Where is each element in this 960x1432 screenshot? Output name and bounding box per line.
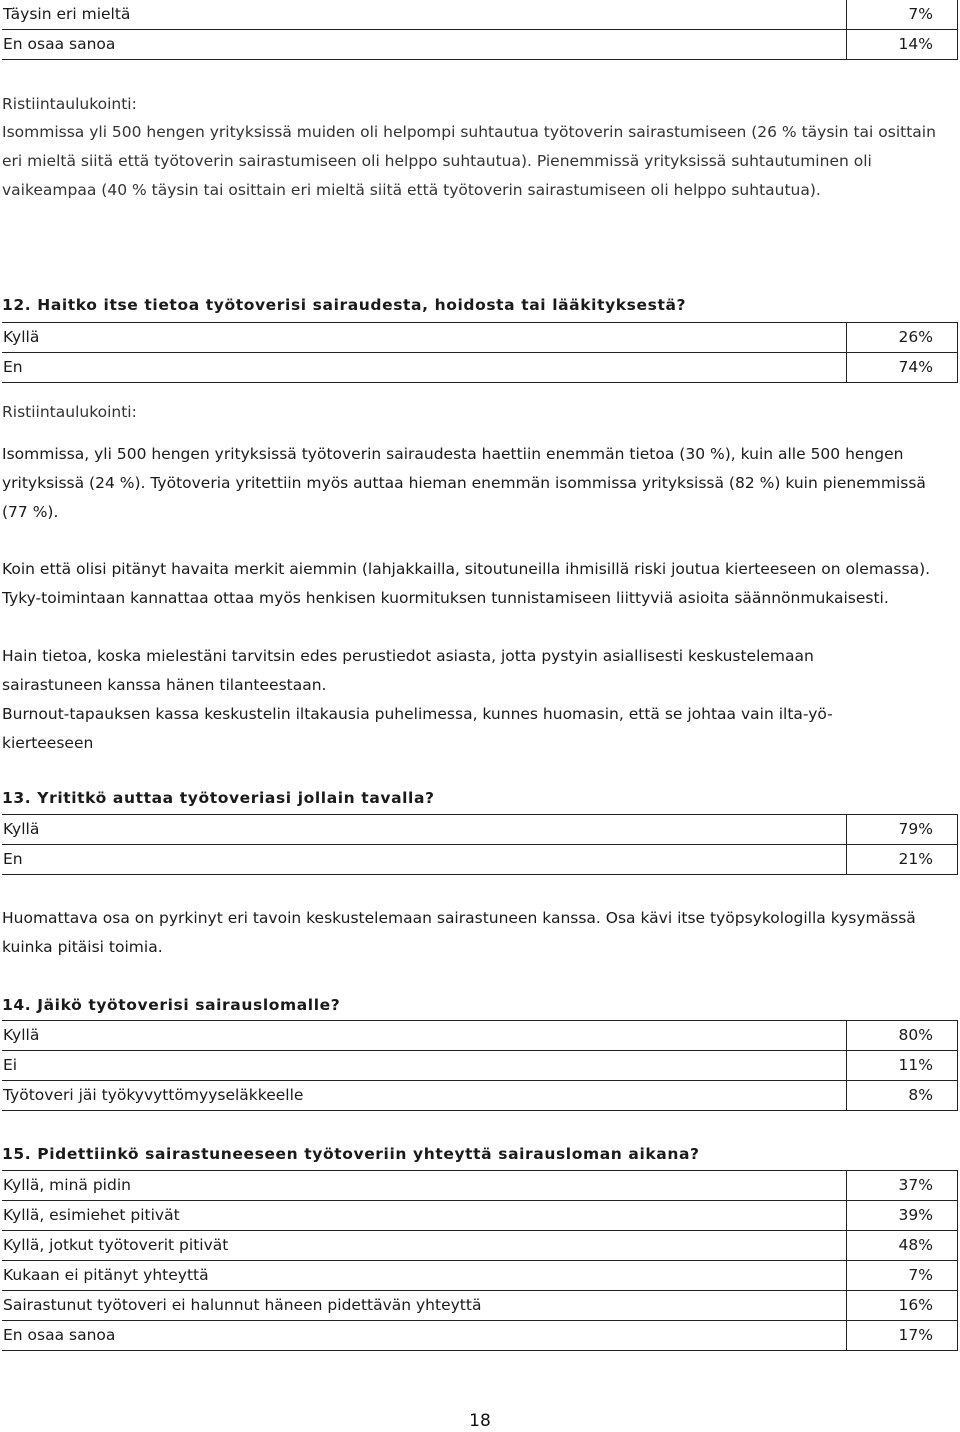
answer-label: Kyllä	[2, 815, 847, 845]
answer-percent: 48%	[847, 1231, 958, 1261]
table-row	[2, 0, 958, 30]
table-row	[2, 323, 958, 353]
table-row	[2, 1321, 958, 1351]
table-row	[2, 1291, 958, 1321]
table-row	[2, 845, 958, 875]
answer-label: Kukaan ei pitänyt yhteyttä	[2, 1261, 847, 1291]
table-row	[2, 353, 958, 383]
question-heading: 15. Pidettiinkö sairastuneeseen työtoveriin yhteyttä sairausloman aikana?	[2, 1145, 700, 1163]
table-row	[2, 1261, 958, 1291]
table-row	[2, 1051, 958, 1081]
answer-label: Työtoveri jäi työkyvyttömyyseläkkeelle	[2, 1081, 847, 1111]
table-row	[2, 1231, 958, 1261]
q14-results-table	[2, 1020, 958, 1111]
table-row	[2, 1081, 958, 1111]
answer-label: En	[2, 353, 847, 383]
question-heading: 14. Jäikö työtoverisi sairauslomalle?	[2, 996, 341, 1014]
comment-paragraph: Huomattava osa on pyrkinyt eri tavoin keskustelemaan sairastuneen kanssa. Osa kävi itse työpsykologilla kysymässä kuinka pitäisi toimia.	[2, 909, 916, 956]
answer-percent: 26%	[847, 323, 958, 353]
table-row	[2, 1021, 958, 1051]
answer-label: En	[2, 845, 847, 875]
comment-paragraph: Hain tietoa, koska mielestäni tarvitsin edes perustiedot asiasta, jotta pystyin asiallisesti keskustelemaan sairastuneen kanssa hänen tilanteestaan.	[2, 647, 814, 694]
answer-percent: 8%	[847, 1081, 958, 1111]
answer-percent: 80%	[847, 1021, 958, 1051]
answer-percent: 14%	[847, 30, 958, 60]
answer-percent: 74%	[847, 353, 958, 383]
crosstab-text: Isommissa, yli 500 hengen yrityksissä työtoverin sairaudesta haettiin enemmän tietoa (30 %), kuin alle 500 hengen yrityksissä (24 %). Työtoveria yritettiin myös auttaa hieman enemmän isommissa yrityksissä (82 %) kuin pienemmissä (77 %).	[2, 445, 926, 521]
answer-percent: 79%	[847, 815, 958, 845]
crosstab-text: Isommissa yli 500 hengen yrityksissä muiden oli helpompi suhtautua työtoverin sairastumiseen (26 % täysin tai osittain eri mieltä siitä että työtoverin sairastumiseen oli helppo suhtautua). Pienemmissä yrityksissä suhtautuminen oli vaikeampaa (40 % täysin tai osittain eri mieltä siitä että työtoverin sairastumiseen oli helppo suhtautua).	[2, 123, 936, 199]
q13-results-table	[2, 814, 958, 875]
table-row	[2, 1201, 958, 1231]
page-number: 18	[469, 1411, 491, 1431]
answer-label: Kyllä, esimiehet pitivät	[2, 1201, 847, 1231]
answer-label: Ei	[2, 1051, 847, 1081]
answer-percent: 7%	[847, 1261, 958, 1291]
comment-paragraph: Burnout-tapauksen kassa keskustelin iltakausia puhelimessa, kunnes huomasin, että se johtaa vain ilta-yö-kierteeseen	[2, 705, 833, 752]
answer-label: En osaa sanoa	[2, 1321, 847, 1351]
table-row	[2, 30, 958, 60]
answer-label: Kyllä, jotkut työtoverit pitivät	[2, 1231, 847, 1261]
answer-label: Kyllä	[2, 1021, 847, 1051]
answer-percent: 37%	[847, 1171, 958, 1201]
question-heading: 13. Yrititkö auttaa työtoveriasi jollain tavalla?	[2, 789, 435, 807]
answer-label: Täysin eri mieltä	[2, 0, 847, 30]
comment-paragraph: Koin että olisi pitänyt havaita merkit aiemmin (lahjakkailla, sitoutuneilla ihmisillä riski joutua kierteeseen on olemassa). Tyky-toimintaan kannattaa ottaa myös henkisen kuormituksen tunnistamiseen liittyviä asioita säännönmukaisesti.	[2, 560, 931, 607]
answer-percent: 17%	[847, 1321, 958, 1351]
q12-results-table	[2, 322, 958, 383]
answer-percent: 16%	[847, 1291, 958, 1321]
table-row	[2, 1171, 958, 1201]
q11-results-table	[2, 0, 958, 60]
answer-label: Kyllä	[2, 323, 847, 353]
answer-percent: 21%	[847, 845, 958, 875]
answer-label: Sairastunut työtoveri ei halunnut häneen pidettävän yhteyttä	[2, 1291, 847, 1321]
question-heading: 12. Haitko itse tietoa työtoverisi sairaudesta, hoidosta tai lääkityksestä?	[2, 296, 687, 314]
table-row	[2, 815, 958, 845]
crosstab-title: Ristiintaulukointi:	[2, 95, 137, 113]
answer-label: En osaa sanoa	[2, 30, 847, 60]
answer-percent: 7%	[847, 0, 958, 30]
answer-label: Kyllä, minä pidin	[2, 1171, 847, 1201]
q15-results-table	[2, 1170, 958, 1351]
answer-percent: 39%	[847, 1201, 958, 1231]
answer-percent: 11%	[847, 1051, 958, 1081]
crosstab-title: Ristiintaulukointi:	[2, 403, 137, 421]
